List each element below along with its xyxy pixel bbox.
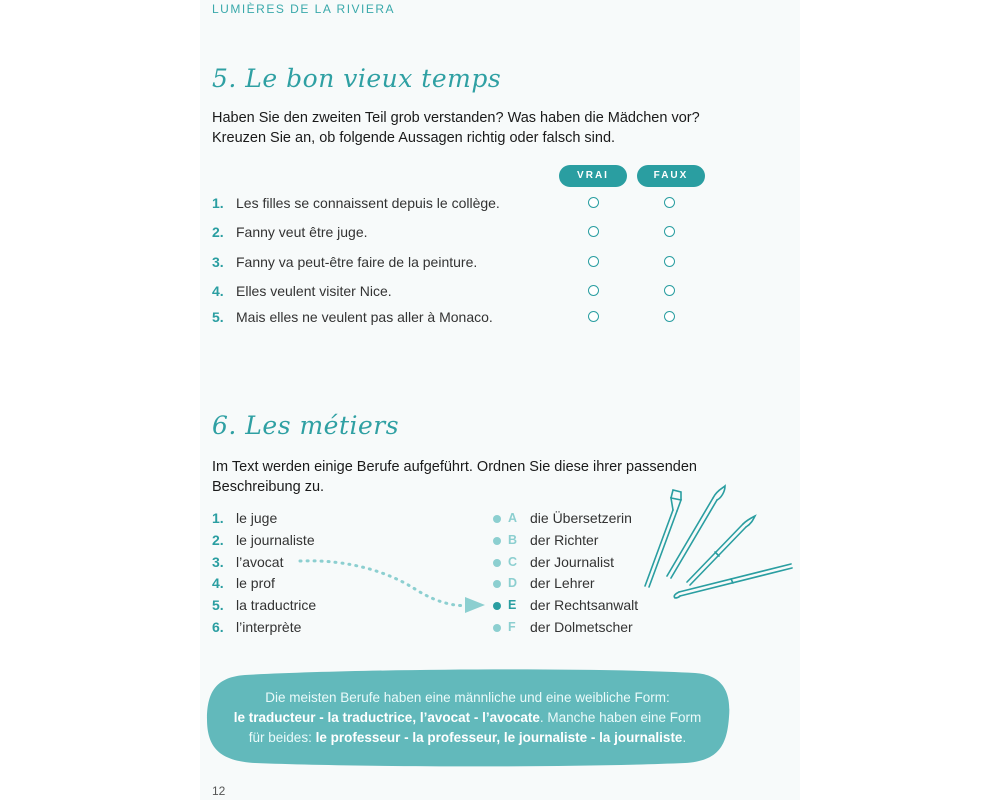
vrai-column-header: VRAI [559,165,627,187]
section-5-instruction [212,108,732,148]
note-line-1: Die meisten Berufe haben eine männliche und eine weibliche Form: [265,690,670,705]
job-text: l’interprète [236,619,302,635]
job-text: le juge [236,510,278,526]
statement-text: Mais elles ne veulent pas aller à Monaco. [236,309,493,325]
statement-text: Elles veulent visiter Nice. [236,283,392,299]
description-letter: B [508,533,518,547]
example-match-arrow [295,555,495,615]
note-text: . [682,730,687,745]
statement-text: Les filles se connaissent depuis le collège. [236,195,500,211]
job-text: la traductrice [236,597,317,613]
faux-radio-4[interactable] [664,285,675,296]
note-text: . Manche haben eine Form [539,710,702,725]
instruction-line: Haben Sie den zweiten Teil grob verstanden? Was haben die Mädchen vor? [212,110,700,126]
match-dot-b[interactable] [493,537,501,545]
job-number: 6. [212,619,224,635]
note-line-3 [215,728,720,748]
instruction-line: Beschreibung zu. [212,479,325,495]
running-header: LUMIÈRES DE LA RIVIERA [212,2,396,16]
job-number: 2. [212,532,224,548]
faux-radio-3[interactable] [664,256,675,267]
vrai-radio-2[interactable] [588,226,599,237]
job-number: 5. [212,597,224,613]
vrai-radio-4[interactable] [588,285,599,296]
statement-number: 3. [212,254,224,270]
job-number: 1. [212,510,224,526]
vrai-radio-3[interactable] [588,256,599,267]
section-5-title: 5. Le bon vieux temps [212,64,502,93]
job-text: le prof [236,575,275,591]
vrai-radio-5[interactable] [588,311,599,322]
description-letter: D [508,576,518,590]
note-bold-example: le traducteur - la traductrice, l’avocat - l’avocate [233,710,540,725]
instruction-line: Kreuzen Sie an, ob folgende Aussagen richtig oder falsch sind. [212,130,616,146]
section-6-title: 6. Les métiers [212,411,400,440]
description-text: der Rechtsanwalt [530,597,639,613]
faux-radio-5[interactable] [664,311,675,322]
description-text: der Journalist [530,554,615,570]
grammar-note-text [215,688,720,748]
faux-radio-1[interactable] [664,197,675,208]
description-letter: E [508,598,517,612]
paintbrushes-illustration [635,480,800,600]
faux-radio-2[interactable] [664,226,675,237]
instruction-line: Im Text werden einige Berufe aufgeführt. Ordnen Sie diese ihrer passenden [212,459,697,475]
vrai-radio-1[interactable] [588,197,599,208]
match-dot-a[interactable] [493,515,501,523]
statement-text: Fanny veut être juge. [236,224,368,240]
job-text: le journaliste [236,532,315,548]
job-number: 3. [212,554,224,570]
note-text: für beides: [248,730,316,745]
statement-number: 2. [212,224,224,240]
description-letter: F [508,620,516,634]
description-letter: C [508,555,518,569]
statement-number: 4. [212,283,224,299]
note-bold-example: le professeur - la professeur, le journaliste - la journaliste [315,730,683,745]
job-number: 4. [212,575,224,591]
faux-column-header: FAUX [637,165,705,187]
statement-text: Fanny va peut-être faire de la peinture. [236,254,478,270]
description-letter: A [508,511,518,525]
match-dot-f[interactable] [493,624,501,632]
description-text: die Übersetzerin [530,510,632,526]
description-text: der Richter [530,532,599,548]
statement-number: 1. [212,195,224,211]
statement-number: 5. [212,309,224,325]
page-number: 12 [212,784,226,798]
note-line-2 [215,708,720,728]
description-text: der Dolmetscher [530,619,633,635]
job-text: l’avocat [236,554,284,570]
description-text: der Lehrer [530,575,595,591]
